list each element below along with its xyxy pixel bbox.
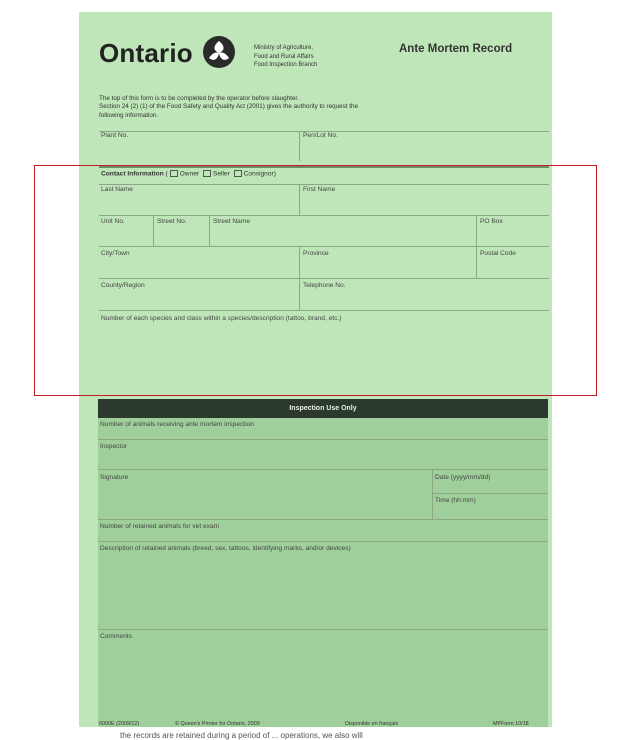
signature-label: Signature <box>100 474 129 481</box>
owner-label: Owner <box>179 170 200 178</box>
postal-code-label: Postal Code <box>480 250 516 257</box>
divider <box>98 439 548 440</box>
copyright-text: © Queen's Printer for Ontario, 2009 <box>175 721 260 727</box>
plant-no-label: Plant No. <box>101 132 129 139</box>
divider <box>98 519 548 520</box>
divider <box>98 541 548 542</box>
form-header <box>99 34 539 84</box>
intro-text: The top of this form is to be completed by the operator before slaughter. Section 24 (2) (1) of the Food Safety and Quality Act (2001) gives the authority to request the following information. <box>99 95 359 119</box>
retained-animals-label: Number of retained animals for vet exam <box>100 523 220 530</box>
mp-form-number: MPForm 10/18 <box>493 721 529 727</box>
form-number: 0000E (2009/12) <box>99 721 140 727</box>
street-no-label: Street No. <box>157 218 187 225</box>
street-name-label: Street Name <box>213 218 251 225</box>
cut-off-caption: the records are retained during a period of ... operations, we also will <box>120 731 363 740</box>
trillium-logo-icon <box>202 35 236 69</box>
document-title: Ante Mortem Record <box>399 43 513 55</box>
divider <box>432 493 548 494</box>
county-region-label: County/Region <box>101 282 145 289</box>
telephone-label: Telephone No. <box>303 282 346 289</box>
divider <box>98 469 548 470</box>
consignor-label: Consignor <box>243 170 274 178</box>
highlight-box <box>34 165 597 396</box>
inspection-use-only-section <box>98 399 548 727</box>
inspection-heading: Inspection Use Only <box>98 399 548 418</box>
province-label: Province <box>303 250 329 257</box>
contact-information-row: Contact Information ( Owner Seller Consignor) <box>101 170 276 178</box>
ontario-logo-text: Ontario <box>99 38 193 68</box>
time-label: Time (hh:mm) <box>435 497 476 504</box>
pen-lot-no-label: Pen/Lot No. <box>303 132 338 139</box>
city-town-label: City/Town <box>101 250 130 257</box>
last-name-label: Last Name <box>101 186 133 193</box>
po-box-label: PO Box <box>480 218 503 225</box>
divider <box>432 469 433 519</box>
divider <box>98 629 548 630</box>
unit-no-label: Unit No. <box>101 218 125 225</box>
contact-info-label: Contact Information <box>101 170 164 178</box>
ministry-name: Ministry of Agriculture, Food and Rural Affairs Food Inspection Branch <box>254 45 318 68</box>
comments-label: Comments <box>100 633 132 640</box>
species-label: Number of each species and class within a species/description (tattoo, brand, etc.) <box>101 315 342 322</box>
seller-label: Seller <box>212 170 230 178</box>
animals-receiving-label: Number of animals receiving ante mortem inspection <box>100 421 254 428</box>
date-label: Date (yyyy/mm/dd) <box>435 474 491 481</box>
french-availability-text: Disponible en français <box>345 721 399 727</box>
description-label: Description of retained animals (breed, sex, tattoos, identifying marks, and/or devices) <box>100 545 351 552</box>
divider <box>299 131 300 161</box>
inspector-label: Inspector <box>100 443 128 450</box>
first-name-label: First Name <box>303 186 336 193</box>
